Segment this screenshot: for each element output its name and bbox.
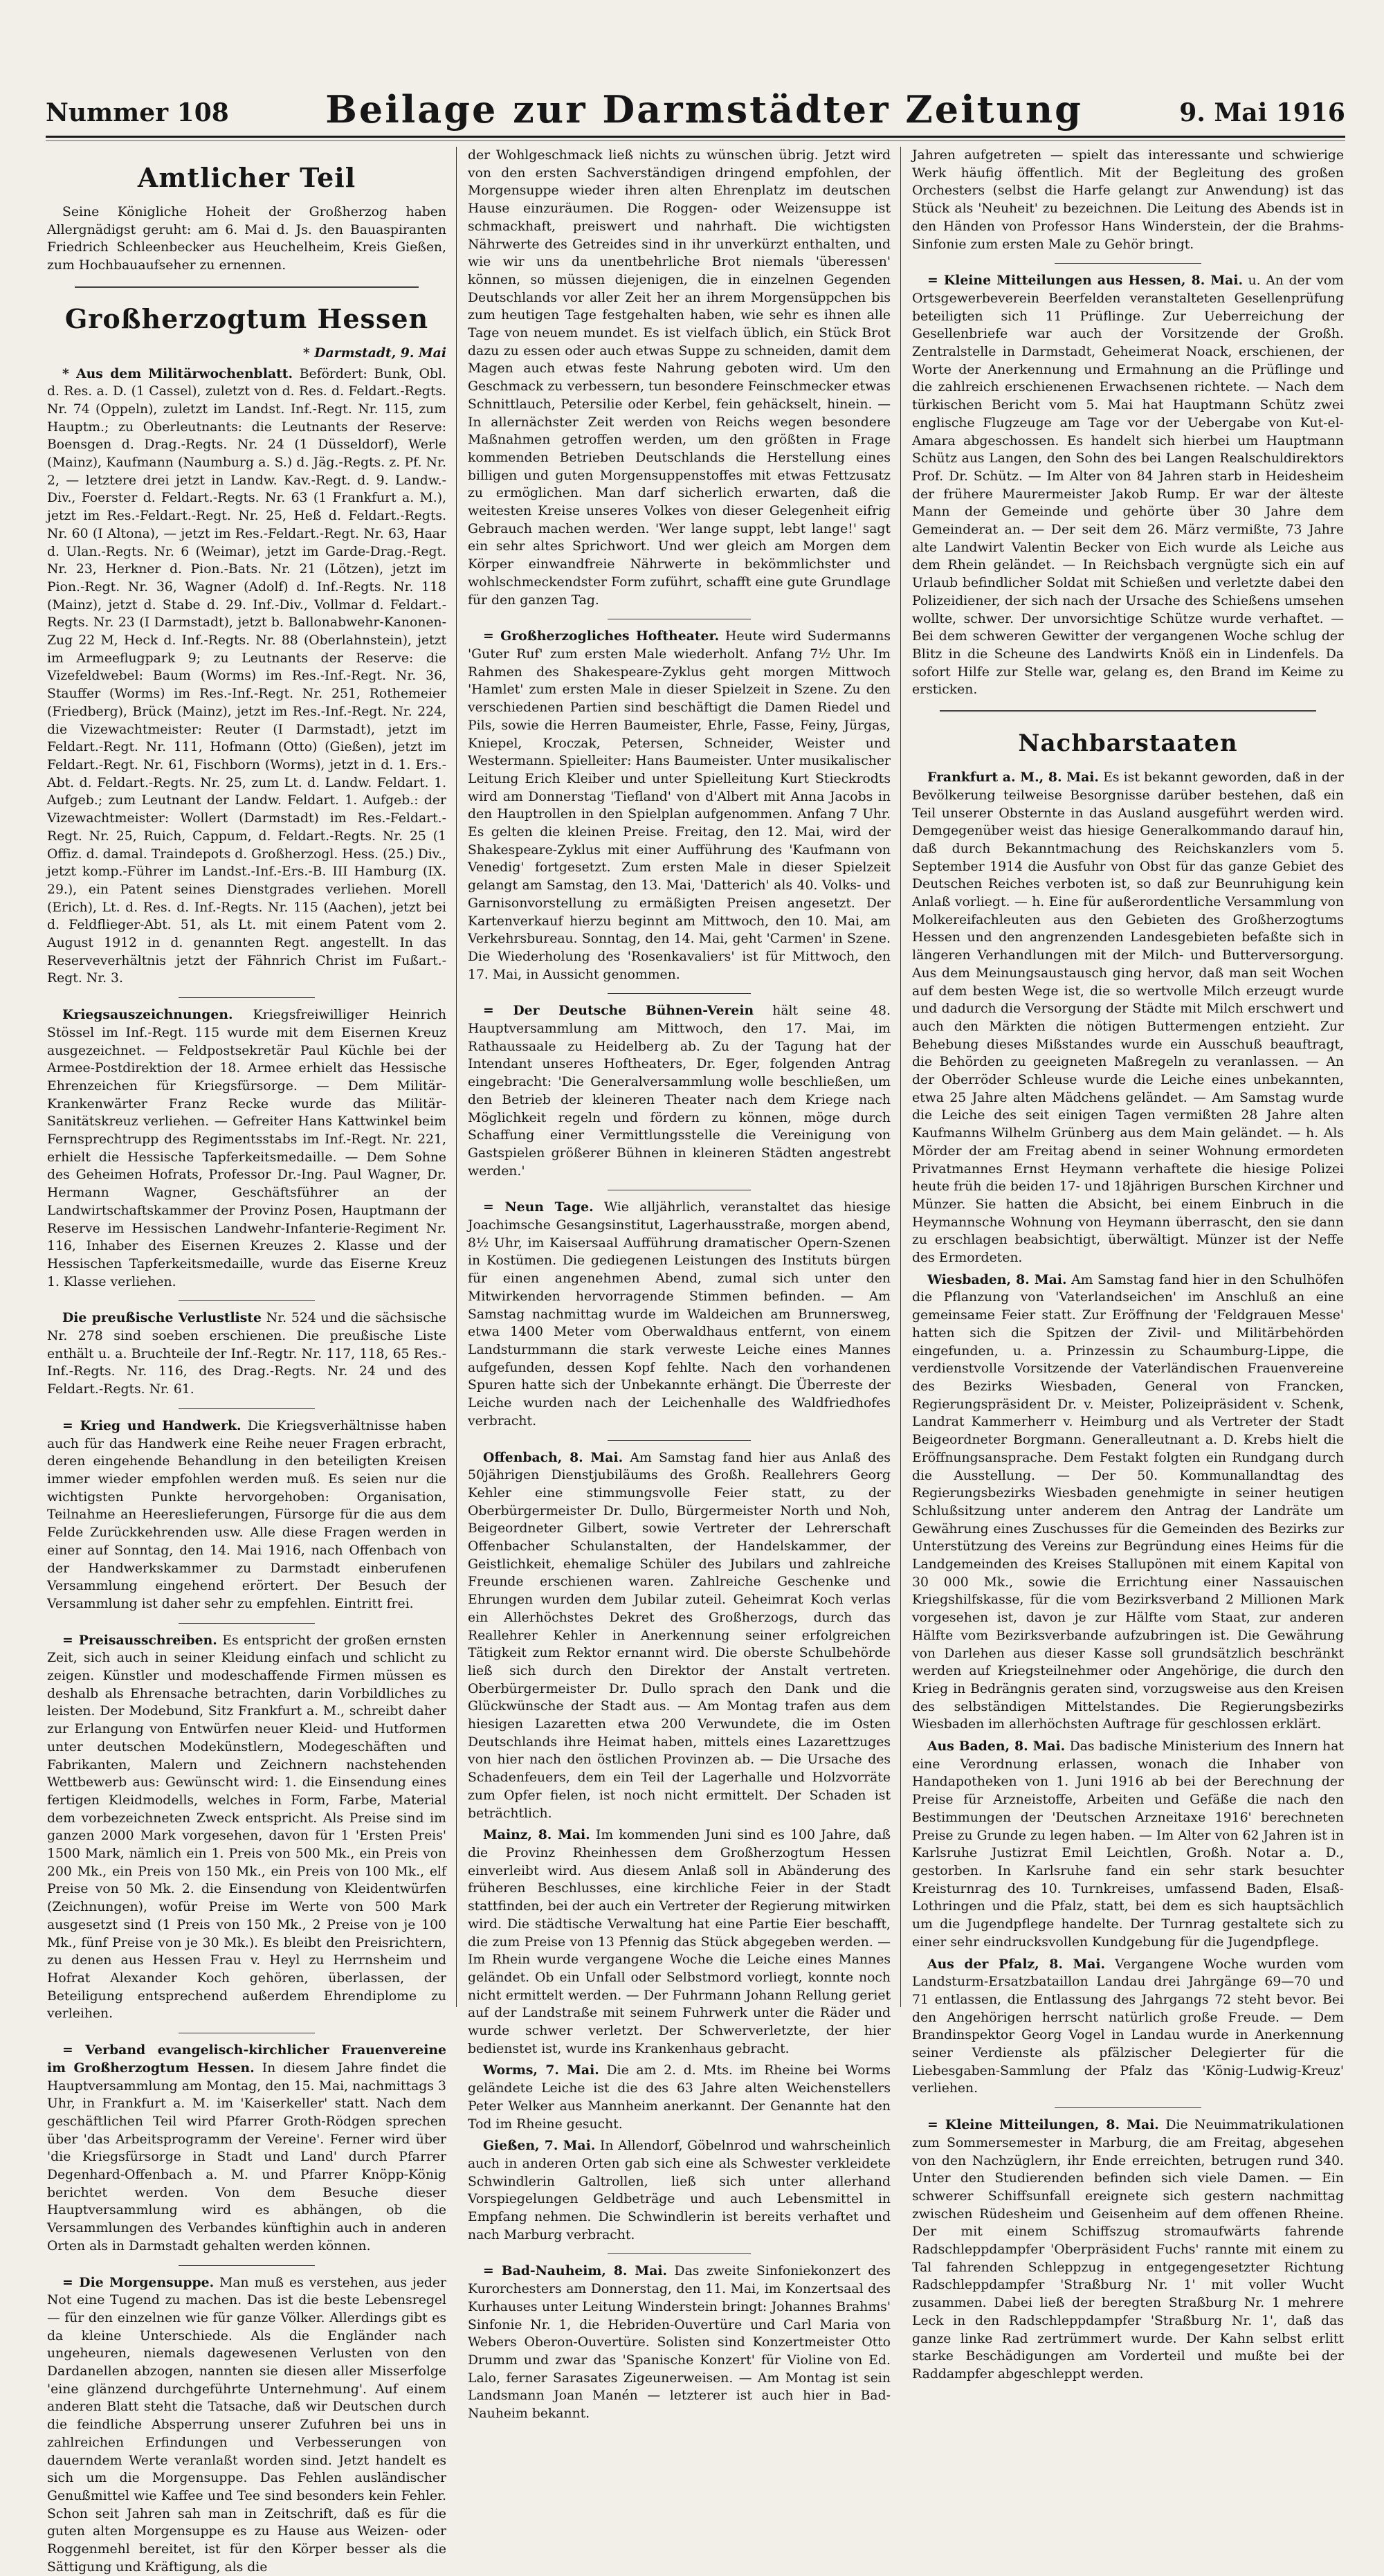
column-3 bbox=[901, 147, 1345, 2382]
article-lead: * Aus dem Militärwochenblatt. bbox=[62, 365, 293, 381]
article-lead: = Bad-Nauheim, 8. Mai. bbox=[483, 2263, 668, 2279]
section-title-hessen: Großherzogtum Hessen bbox=[64, 302, 429, 334]
article-body: In Allendorf, Göbelnrod und wahrscheinlich auch in anderen Orten gab sich eine als Schwester verkleidete Schwindlerin Galtrollen, ließ sich unter allerhand Vorspiegelungen Geldbeträge und auch Lebensmittel in Empfang nehmen. Die Schwindlerin ist bereits verhaftet und nach Marburg verbracht. bbox=[468, 2139, 891, 2242]
article-body: Kriegsfreiwilliger Heinrich Stössel im Inf.-Regt. 115 wurde mit dem Eisernen Kreuz ausgezeichnet. — Feldpostsekretär Paul Küchle bei der Armee-Postdirektion der 18. Armee erhielt das Hessische Ehrenzeichen für Kriegsfürsorge. — Dem Militär-Krankenwärter Franz Recke wurde das Militär-Sanitätskreuz verliehen. — Gefreiter Hans Kattwinkel beim Fernsprechtrupp des Regimentsstabs im Inf.-Regt. Nr. 221, erhielt die Hessische Tapferkeitsmedaille. — Dem Sohne des Geheimen Hofrats, Professor Dr.-Ing. Paul Wagner, Dr. Hermann Wagner, Geschäftsführer an der Landwirtschaftskammer der Provinz Posen, Hauptmann der Reserve im Hessischen Landwehr-Infanterie-Regiment Nr. 116, Inhaber des Eisernen Kreuzes 2. Klasse und der Hessischen Tapferkeitsmedaille, wurde das Eiserne Kreuz 1. Klasse verliehen. bbox=[47, 1008, 446, 1289]
article-baden bbox=[912, 1738, 1344, 1951]
issue-number: Nummer 108 bbox=[46, 98, 229, 127]
article-divider bbox=[608, 993, 752, 994]
article-amtlich: Seine Königliche Hoheit der Großherzog haben Allergnädigst geruht: am 6. Mai d. Js. den Bauaspiranten Friedrich Schleenbecker aus Heuchelheim, Kreis Gießen, zum Hochbauaufseher zu ernennen. bbox=[47, 205, 446, 273]
article-frankfurt bbox=[912, 769, 1344, 1267]
section-title-amtlich: Amtlicher Teil bbox=[137, 162, 356, 193]
article-buehnenverein bbox=[468, 1002, 891, 1180]
column-1 bbox=[46, 147, 457, 2575]
article-bad-nauheim-continued: Jahren aufgetreten — spielt das interessante und schwierige Werk häufig öffentlich. Mit der Begleitung des großen Orchesters (selbst die Harfe gelangt zur Anwendung) ist das Stück als 'Neuheit' zu bezeichnen. Die Leitung des Abends ist in den Händen von Professor Hans Winderstein, der die Brahms-Sinfonie zum ersten Male zu Gehör bringt. bbox=[912, 148, 1344, 252]
article-verlustliste bbox=[47, 1309, 446, 1399]
article-lead: = Preisausschreiben. bbox=[62, 1632, 217, 1648]
article-lead: = Die Morgensuppe. bbox=[62, 2274, 215, 2290]
article-lead: Mainz, 8. Mai. bbox=[483, 1827, 590, 1843]
article-body: Wie alljährlich, veranstaltet das hiesige Joachimsche Gesangsinstitut, Lagerhausstraße, morgen abend, 8½ Uhr, im Kaisersaal Aufführung dramatischer Opern-Szenen in Kostümen. Die gediegenen Leistungen des Instituts bürgen für einen angenehmen Abend, zumal sich unter den Mitwirkenden hervorragende Stimmen befinden. — Am Samstag nachmittag wurde im Waldeichen am Brunnersweg, etwa 1400 Meter vom Oberwaldhaus entfernt, von einem Landsturmmann die stark verweste Leiche eines Mannes aufgefunden, dessen Kopf fehlte. Nach den vorhandenen Spuren hatte sich der Unbekannte erhängt. Die Überreste der Leiche wurden nach der Leichenhalle des Waldfriedhofes verbracht. bbox=[468, 1200, 891, 1428]
article-lead: Die preußische Verlustliste bbox=[62, 1310, 262, 1326]
article-bad-nauheim bbox=[468, 2262, 891, 2422]
masthead bbox=[46, 78, 1345, 138]
newspaper-title: Beilage zur Darmstädter Zeitung bbox=[325, 87, 1083, 131]
article-morgensuppe-continued: der Wohlgeschmack ließ nichts zu wünschen übrig. Jetzt wird von den ersten Sachverständigen dringend empfohlen, der Morgensuppe wieder ihren alten Ehrenplatz im deutschen Hause einzuräumen. Die Roggen- oder Weizensuppe ist schmackhaft, preiswert und nahrhaft. Die wichtigsten Nährwerte des Getreides sind in ihr unverkürzt enthalten, und wie wir uns da unentbehrliche Brot niemals 'überessen' können, so müssen diejenigen, die in einzelnen Gegenden Deutschlands vor aller Zeit her an ihrem Morgensüppchen bis zum heutigen Tage festgehalten haben, wie sehr es ihnen alle Tage von neuem mundet. Es ist vielfach üblich, ein Stück Brot dazu zu essen oder auch etwas Suppe zu schneiden, damit dem Magen auch etwas feste Nahrung geboten wird. Um den Geschmack zu verbessern, tun besondere Feinschmecker etwas Schnittlauch, Petersilie oder Kerbel, fein gehäckselt, hinein. — In allernächster Zeit werden von Reichs wegen besondere Maßnahmen getroffen werden, um den größten in Frage kommenden Betrieben Deutschlands die Herstellung eines billigen und guten Morgensuppenstoffes mit etwas Fettzusatz zu ermöglichen. Man darf sicherlich erwarten, daß die weitesten Kreise unseres Volkes von dieser Gelegenheit eifrig Gebrauch machen werden. 'Wer lange suppt, lebt lange!' sagt ein sehr altes Sprichwort. Und wer gleich am Morgen dem Körper einwandfreie Nährwerte in bekömmlichster und wohlschmeckendster Form zuführt, schafft eine gute Grundlage für den ganzen Tag. bbox=[468, 148, 891, 608]
article-mainz bbox=[468, 1826, 891, 2058]
article-body: Nr. 524 und die sächsische Nr. 278 sind soeben erschienen. Die preußische Liste enthält u. a. Bruchteile der Inf.-Regtr. Nr. 117, 118, 65 Res.-Inf.-Regts. Nr. 116, des Drag.-Regts. Nr. 24 und des Feldart.-Regts. Nr. 61. bbox=[47, 1311, 446, 1397]
article-body: Im kommenden Juni sind es 100 Jahre, daß die Provinz Rheinhessen dem Großherzogtum Hessen einverleibt wird. Aus diesem Anlaß soll in Abänderung des früheren Beschlusses, eine kirchliche Feier in der Stadt stattfinden, bei der auch ein Vertreter der Regierung mitwirken wird. Die städtische Verwaltung hat eine Partie Eier beschafft, die zum Preise von 13 Pfennig das Stück abgegeben werden. — Im Rhein wurde vergangene Woche die Leiche eines Mannes geländet. Ob ein Unfall oder Selbstmord vorliegt, konnte noch nicht ermittelt werden. — Der Fuhrmann Johann Rellung geriet auf der Landstraße mit seinem Fuhrwerk unter die Räder und wurde schwer verletzt. Der Schwerverletzte, der hier bedienstet ist, wurde ins Krankenhaus gebracht. bbox=[468, 1828, 891, 2056]
article-divider bbox=[1055, 2107, 1201, 2108]
article-body: hält seine 48. Hauptversammlung am Mittwoch, den 17. Mai, im Rathaussaale zu Heidelberg ab. Zu der Tagung hat der Intendant unseres Hoftheaters, Dr. Eger, folgenden Antrag eingebracht: 'Die Generalversammlung wolle beschließen, um den Betrieb der kleineren Theater nach dem Kriege nach Möglichkeit regeln und fördern zu können, möge durch Schaffung einer Vermittlungsstelle die Vereinigung von Gastspielen größerer Bühnen in kleineren Städten angestrebt werden.' bbox=[468, 1004, 891, 1179]
article-body: Die am 2. d. Mts. im Rheine bei Worms geländete Leiche ist die des 63 Jahre alten Weichenstellers Peter Welker aus Mannheim anerkannt. Der Genannte hat den Tod im Rheine gesucht. bbox=[468, 2063, 891, 2132]
article-giessen bbox=[468, 2137, 891, 2244]
article-divider bbox=[179, 1623, 314, 1624]
article-lead: Offenbach, 8. Mai. bbox=[483, 1449, 623, 1465]
article-body: Es ist bekannt geworden, daß in der Bevölkerung teilweise Besorgnisse darüber bestehen, daß ein Teil unserer Obsternte in das Ausland ausgeführt werden wird. Demgegenüber weist das hiesige Generalkommando darauf hin, daß durch Bekanntmachung des Reichskanzlers vom 5. September 1914 die Ausfuhr von Obst für das ganze Gebiet des Deutschen Reiches verboten ist, so daß zur Beunruhigung kein Anlaß vorliegt. — h. Eine für außerordentliche Versammlung von Molkereifachleuten aus den Gebieten des Großherzogtums Hessen und den angrenzenden Landesgebieten befaßte sich in längeren Verhandlungen mit der Milch- und Butterversorgung. Aus dem Meinungsaustausch ging hervor, daß man seit Wochen auf dem besten Wege ist, die so wertvolle Milch erzeugt wurde und dadurch die Versorgung der Städte mit Milch erschwert und auch den Märkten die nötigen Buttermengen entzieht. Zur Behebung dieses Mißstandes wurde ein Ausschuß beauftragt, die Behörden zu geeigneten Maßregeln zu veranlassen. — An der Oberröder Schleuse wurde die Leiche eines unbekannten, etwa 25 Jahre alten Mädchens geländet. — Am Samstag wurde die Leiche des seit einigen Tagen vermißten 28 Jahre alten Kaufmanns Wilhelm Grünberg aus dem Main geländet. — h. Als Mörder der am Freitag abend in seiner Wohnung ermordeten Privatmannes Ernst Heymann verhaftete die hiesige Polizei heute früh die beiden 17- und 18jährigen Burschen Kirchner und Münzer. Sie hatten die Absicht, bei einem Einbruch in die Heymannsche Wohnung von Heymann überrascht, den sie dann zu erschlagen beabsichtigt, überwältigt. Münzer ist der Neffe des Ermordeten. bbox=[912, 770, 1344, 1266]
article-body: u. An der vom Ortsgewerbeverein Beerfelden veranstalteten Gesellenprüfung beteiligten sich 11 Prüflinge. Zur Ueberreichung der Gesellenbriefe war auch der Vorsitzende der Großh. Zentralstelle in Darmstadt, Geheimerat Noack, erschienen, der Worte der Anerkennung und Ermahnung an die Prüflinge und die zahlreich erschienenen Erwachsenen richtete. — Nach dem türkischen Bericht vom 5. Mai hat Hauptmann Schütz zwei englische Flugzeuge am Tage vor der Uebergabe von Kut-el-Amara abgeschossen. Es handelt sich hierbei um Hauptmann Schütz aus Langen, den Sohn des bei Langen Realschuldirektors Prof. Dr. Schütz. — Im Alter von 84 Jahren starb in Heidesheim der frühere Maurermeister Jakob Rump. Er war der älteste Mann der Gemeinde und gehörte über 30 Jahre dem Gemeinderat an. — Der seit dem 26. März vermißte, 73 Jahre alte Landwirt Valentin Becker von Eich wurde als Leiche aus dem Rhein geländet. — In Reichsbach vergnügte sich ein auf Urlaub befindlicher Soldat mit Schießen und verletzte dabei den Polizeidiener, der sich nach der Ursache des Schießens umsehen wollte, schwer. Der unvorsichtige Schütze wurde verhaftet. — Bei dem schweren Gewitter der vergangenen Woche schlug der Blitz in die Scheune des Landwirts Knöß ein in Lindenfels. Da sofort Hilfe zur Stelle war, gelang es, den Brand im Keime zu ersticken. bbox=[912, 273, 1344, 698]
article-militaer bbox=[47, 365, 446, 988]
article-hoftheater bbox=[468, 628, 891, 983]
article-lead: Worms, 7. Mai. bbox=[483, 2062, 599, 2078]
article-divider bbox=[608, 2253, 752, 2254]
dateline: * Darmstadt, 9. Mai bbox=[302, 345, 446, 361]
article-offenbach bbox=[468, 1449, 891, 1823]
article-divider bbox=[179, 1300, 314, 1301]
article-divider bbox=[179, 2265, 314, 2266]
article-frauenvereine bbox=[47, 2042, 446, 2255]
columns bbox=[46, 147, 1345, 2575]
article-kleine-mitteilungen-hessen bbox=[912, 272, 1344, 699]
article-kriegsauszeichnungen bbox=[47, 1006, 446, 1291]
article-worms bbox=[468, 2062, 891, 2133]
article-body: Heute wird Sudermanns 'Guter Ruf' zum ersten Male wiederholt. Anfang 7½ Uhr. Im Rahmen des Shakespeare-Zyklus geht morgen Mittwoch 'Hamlet' zum ersten Male in dieser Spielzeit in Szene. Zu den verschiedenen Partien sind beschäftigt die Damen Riedel und Pils, sowie die Herren Baumeister, Ehrle, Fasse, Feiny, Jürgas, Kniepel, Kroczak, Petersen, Schneider, Weister und Westermann. Spielleiter: Hans Baumeister. Unter musikalischer Leitung Erich Kleiber und unter Spielleitung Kurt Stieckrodts wird am Donnerstag 'Tiefland' von d'Albert mit Anna Jacobs in den Hauptrollen in den Spielplan aufgenommen. Anfang 7 Uhr. Es gelten die kleinen Preise. Freitag, den 12. Mai, wird der Shakespeare-Zyklus mit einer Aufführung des 'Kaufmann von Venedig' fortgesetzt. Zum ersten Male in dieser Spielzeit gelangt am Samstag, den 13. Mai, 'Datterich' als 40. Volks- und Garnisonvorstellung zu ermäßigten Preisen angesetzt. Der Kartenverkauf hierzu beginnt am Mittwoch, den 10. Mai, am Verkehrsbureau. Sonntag, den 14. Mai, geht 'Carmen' in Szene. Die Wiederholung des 'Rosenkavaliers' ist für Mittwoch, den 17. Mai, in Aussicht genommen. bbox=[468, 629, 891, 982]
article-kleine-mitteilungen bbox=[912, 2116, 1344, 2384]
article-neun-tage bbox=[468, 1199, 891, 1430]
article-divider bbox=[179, 997, 314, 998]
issue-date: 9. Mai 1916 bbox=[1179, 98, 1345, 127]
article-lead: = Der Deutsche Bühnen-Verein bbox=[483, 1003, 754, 1019]
article-lead: Gießen, 7. Mai. bbox=[483, 2138, 596, 2154]
article-lead: Frankfurt a. M., 8. Mai. bbox=[927, 770, 1099, 786]
article-body: Man muß es verstehen, aus jeder Not eine Tugend zu machen. Das ist die beste Lebensregel — für den einzelnen wie für ganze Völker. Allerdings gibt es da kleine Unterschiede. Als die Engländer nach ungeheuren, niemals dagewesenen Verlusten von den Dardanellen abzogen, nannten sie diesen aller Misserfolge 'eine glänzend durchgeführte Unternehmung'. Auf einem anderen Blatt steht die Tatsache, daß wir Deutschen durch die feindliche Absperrung unserer Zufuhren bei uns in zahlreichen Erfindungen und Verbesserungen von dauerndem Werte veranlaßt worden sind. Jetzt handelt es sich um die Morgensuppe. Das Fehlen ausländischer Genußmittel wie Kaffee und Tee sind besonders kein Fehler. Schon seit Jahren sah man in Zeitschrift, daß es für die guten alten Morgensuppe es zu Hause aus Weizen- oder Roggenmehl bereitet, ist für den Körper besser als die Sättigung und Kräftigung, als die bbox=[47, 2275, 446, 2575]
section-divider bbox=[75, 286, 419, 288]
article-wiesbaden bbox=[912, 1271, 1344, 1734]
article-body: Am Samstag fand hier in den Schulhöfen die Pflanzung von 'Vaterlandseichen' im Anschluß an eine gemeinsame Feier statt. Zur Eröffnung der 'Feldgrauen Messe' hatten sich die Spitzen der Zivil- und Militärbehörden eingefunden, u. a. Prinzessin zu Schaumburg-Lippe, die verdienstvolle Vorsitzende der Vaterländischen Frauenvereine des Bezirks Wiesbaden, General von Francken, Regierungspräsident Dr. v. Meister, Polizeipräsident v. Schenk, Landrat Kammerherr v. Heimburg und als Vertreter der Stadt Beigeordneter Borgmann. Generalleutnant a. D. Krebs hielt die Eröffnungsansprache. Dem Festakt folgten ein Rundgang durch die Ausstellung. — Der 50. Kommunallandtag des Regierungsbezirks Wiesbaden genehmigte in seiner heutigen Schlußsitzung unter anderem den Antrag der Landräte um Gewährung eines Zuschusses für die Gemeinden des Bezirks zur Unterstützung des Vereins zur Begründung eines Heims für die Landgemeinden des Kreises Stallupönen mit einem Kapital von 30 000 Mk., sowie die Errichtung einer Nassauischen Kriegshilfskasse, für die vom Bezirksverband 2 Millionen Mark vorgesehen ist, davon je zur Hälfte vom Staat, zur anderen Hälfte vom Bezirksverbande aufzubringen ist. Die Gewährung von Darlehen aus dieser Kasse soll grundsätzlich beschränkt werden auf Kriegsteilnehmer oder Angehörige, die durch den Krieg in Bedrängnis geraten sind, vorzugsweise aus den Kreisen des selbständigen Mittelstandes. Die Regierungsbezirks Wiesbaden im allerhöchsten Auftrage für geschlossen erklärt. bbox=[912, 1272, 1345, 1732]
article-lead: Kriegsauszeichnungen. bbox=[62, 1007, 233, 1023]
article-lead: Aus Baden, 8. Mai. bbox=[927, 1739, 1066, 1754]
article-body: Die Kriegsverhältnisse haben auch für das Handwerk eine Reihe neuer Fragen erbracht, deren eingehende Behandlung in den beteiligten Kreisen immer wieder empfohlen werden muß. Es seien nur die wichtigsten Punkte hervorgehoben: Organisation, Teilnahme an Heereslieferungen, Fürsorge für die aus dem Felde Zurückkehrenden usw. Alle diese Fragen werden in einer auf Sonntag, den 14. Mai 1916, nach Offenbach von der Handwerkskammer zu Darmstadt einberufenen Versammlung eingehend erörtert. Der Besuch der Versammlung ist daher sehr zu empfehlen. Eintritt frei. bbox=[47, 1418, 446, 1611]
article-morgensuppe bbox=[47, 2274, 446, 2576]
article-lead: = Kleine Mitteilungen, 8. Mai. bbox=[927, 2117, 1159, 2133]
article-body: Vergangene Woche wurden vom Landsturm-Ersatzbataillon Landau drei Jahrgänge 69—70 und 71 entlassen, die Entlassung des Jahrgangs 72 steht bevor. Bei den Angehörigen herrscht natürlich große Freude. — Dem Brandinspektor Georg Vogel in Landau wurde in Anerkennung seiner Verdienste als pfälzischer Delegierter für die Liebesgaben-Sammlung der Pfalz das 'König-Ludwig-Kreuz' verliehen. bbox=[912, 1957, 1344, 2096]
article-body: Es entspricht der großen ernsten Zeit, sich auch in seiner Kleidung einfach und schlicht zu zeigen. Künstler und modeschaffende Firmen müssen es deshalb als Ehrensache betrachten, darin Vorbildliches zu leisten. Der Modebund, Sitz Frankfurt a. M., schreibt daher zur Erlangung von Entwürfen neuer Kleid- und Hutformen unter deutschen Modekünstlern, Modegeschäften und Fabrikanten, Malern und Zeichnern nachstehenden Wettbewerb aus: Gewünscht wird: 1. die Einsendung eines fertigen Kleidmodells, welches in Form, Farbe, Material dem vorbezeichneten Zweck entspricht. Als Preise sind im ganzen 2000 Mark vorgesehen, davon für 1 'Ersten Preis' 1500 Mark, nämlich ein 1. Preis von 500 Mk., ein Preis von 200 Mk., ein Preis von 150 Mk., ein Preis von 100 Mk., elf Preise von 50 Mk. 2. die Einsendung von Kleidentwürfen (Zeichnungen), wofür Preise im Werte von 500 Mark ausgesetzt sind (1 Preis von 150 Mk., 2 Preise von je 100 Mk., fünf Preise von je 30 Mk.). Es bleibt den Preisrichtern, zu denen aus Hessen Frau v. Heyl zu Herrnsheim und Hofrat Alexander Koch gehören, überlassen, der Beteiligung entsprechend außerdem Ehrendiplome zu verleihen. bbox=[47, 1633, 446, 2022]
article-lead: = Neun Tage. bbox=[483, 1199, 594, 1215]
column-2 bbox=[457, 147, 901, 2422]
masthead-rule bbox=[46, 140, 1345, 141]
article-lead: Aus der Pfalz, 8. Mai. bbox=[927, 1956, 1106, 1972]
section-title-nachbarstaaten: Nachbarstaaten bbox=[1018, 729, 1238, 758]
article-divider bbox=[608, 1440, 752, 1441]
article-lead: = Krieg und Handwerk. bbox=[62, 1417, 242, 1433]
article-body: Die Neuimmatrikulationen zum Sommersemester in Marburg, die am Freitag, abgesehen von den Nachzüglern, ihr Ende erreichten, betrugen rund 340. Unter den Studierenden befinden sich viele Damen. — Ein schwerer Schiffsunfall ereignete sich gestern nachmittag zwischen Rüdesheim und Geisenheim auf dem offenen Rheine. Der mit einem Schiffszug stromaufwärts fahrende Radschleppdampfer 'Oberpräsident Fuchs' rannte mit einem zu Tal fahrenden Schleppzug in entgegengesetzter Richtung Radschleppdampfer 'Straßburg Nr. 1' mit voller Wucht zusammen. Dabei ließ der beregten Straßburg Nr. 1 mehrere Leck in den Radschleppdampfer 'Straßburg Nr. 1', daß das ganze linke Rad zertrümmert wurde. Der Kahn selbst erlitt starke Beschädigungen am Vorderteil und mußte bei der Raddampfer abgeschleppt werden. bbox=[912, 2118, 1344, 2382]
article-body: Befördert: Bunk, Obl. d. Res. a. D. (1 Cassel), zuletzt von d. Res. d. Feldart.-Regts. Nr. 74 (Oppeln), zuletzt im Landst. Inf.-Regt. Nr. 115, zum Hauptm.; zu Oberleutnants: die Leutnants der Reserve: Boensgen d. Drag.-Regts. Nr. 24 (1 Düsseldorf), Werle (Mainz), Kaufmann (Naumburg a. S.) d. Jäg.-Regts. z. Pf. Nr. 2, — letztere drei jetzt in Landw. Kav.-Regt. d. 9. Landw.-Div., Foerster d. Feldart.-Regts. Nr. 63 (1 Frankfurt a. M.), jetzt im Res.-Feldart.-Regt. Nr. 25, Heß d. Feldart.-Regts. Nr. 60 (I Altona), — jetzt im Res.-Feldart.-Regt. Nr. 63, Haar d. Ulan.-Regts. Nr. 6 (Weimar), jetzt im Garde-Drag.-Regt. Nr. 23, Herkner d. Pion.-Bats. Nr. 21 (Lötzen), jetzt im Pion.-Regt. Nr. 36, Wagner (Adolf) d. Inf.-Regts. Nr. 118 (Mainz), jetzt d. Stabe d. 29. Inf.-Div., Vollmar d. Feldart.-Regts. Nr. 23 (I Darmstadt), jetzt b. Ballonabwehr-Kanonen-Zug 22 M, Heck d. Inf.-Regts. Nr. 88 (Oberlahnstein), jetzt im Armeeflugpark 9; zu Leutnants der Reserve: die Vizefeldwebel: Baum (Worms) im Res.-Inf.-Regt. Nr. 36, Stauffer (Worms) im Res.-Inf.-Regt. Nr. 251, Rothemeier (Friedberg), Brück (Mainz), jetzt im Res.-Inf.-Regt. Nr. 224, die Vizewachtmeister: Reuter (I Darmstadt), jetzt im Feldart.-Regt. Nr. 111, Hofmann (Otto) (Gießen), jetzt im Feldart.-Regt. Nr. 61, Fischborn (Worms), jetzt in d. 1. Ers.-Abt. d. Feldart.-Regts. Nr. 25, zum Lt. d. Landw. Feldart. 1. Aufgeb.; zum Leutnant der Landw. Feldart. 1. Aufgeb.: der Vizewachtmeister: Wollert (Darmstadt) im Res.-Feldart.-Regt. Nr. 25, Ruich, Cappum, d. Feldart.-Regts. Nr. 25 (1 Offiz. d. damal. Traindepots d. Großherzogl. Hess. (25.) Div., jetzt komp.-Führer im Landst.-Inf.-Ers.-B. III Hamburg (IX. 29.), ein Patent seines Dienstgrades verliehen. Morell (Erich), Lt. d. Res. d. Inf.-Regts. Nr. 115 (Aachen), jetzt bei d. Feldflieger-Abt. 51, als Lt. mit einem Patent vom 2. August 1912 in d. genannten Regt. angestellt. In das Reserveverhältnis jetzt der Fähnrich Christ im Fußart.-Regt. Nr. 3. bbox=[47, 366, 446, 986]
article-lead: = Kleine Mitteilungen aus Hessen, 8. Mai. bbox=[927, 273, 1244, 289]
article-lead: = Großherzogliches Hoftheater. bbox=[483, 628, 720, 644]
article-body: Das badische Ministerium des Innern hat eine Verordnung erlassen, wonach die Inhaber von Handapotheken von 1. Juni 1916 ab bei der Berechnung der Preise für Arzneistoffe, Arbeiten und Gefäße die nach den Bestimmungen der 'Deutschen Arzneitaxe 1916' berechneten Preise zu Grunde zu legen haben. — Im Alter von 62 Jahren ist in Karlsruhe Justizrat Emil Leichtlen, Großh. Notar a. D., gestorben. In Karlsruhe fand ein sehr stark besuchter Kreisturnrag des 10. Turnkreises, umfassend Baden, Elsaß-Lothringen und die Pfalz, statt, bei dem es sich hauptsächlich um die Jugendpflege handelte. Der Turnrag gestaltete sich zu einer sehr eindrucksvollen Kundgebung für die Jugendpflege. bbox=[912, 1739, 1344, 1950]
article-body: Am Samstag fand hier aus Anlaß des 50jährigen Dienstjubiläums des Großh. Reallehrers Georg Kehler eine stimmungsvolle Feier statt, zu der Oberbürgermeister Dr. Dullo, Bürgermeister North und Noh, Beigeordneter Gilbert, sowie Vertreter der Lehrerschaft Offenbacher Schulanstalten, der Handelskammer, der Geistlichkeit, ehemalige Schüler des Jubilars und zahlreiche Freunde erschienen waren. Zahlreiche Geschenke und Ehrungen wurden dem Jubilar zuteil. Geheimrat Koch verlas ein Allerhöchstes Dekret des Großherzogs, durch das Reallehrer Kehler in Anerkennung seiner erfolgreichen Tätigkeit zum Rektor ernannt wird. Die oberste Schulbehörde ließ sich durch den Direktor der Anstalt vertreten. Oberbürgermeister Dr. Dullo sprach den Dank und die Glückwünsche der Stadt aus. — Am Montag trafen aus dem hiesigen Lazaretten etwa 200 Verwundete, die im Osten Deutschlands ihre Heimat haben, mittels eines Lazarettzuges von hier nach den östlichen Provinzen ab. — Die Ursache des Schadenfeuers, dem ein Teil der Lagerhalle und Holzvorräte zum Opfer fielen, ist noch nicht ermittelt. Der Schaden ist beträchtlich. bbox=[468, 1450, 891, 1821]
article-divider bbox=[179, 1408, 314, 1409]
article-body: In diesem Jahre findet die Hauptversammlung am Montag, den 15. Mai, nachmittags 3 Uhr, in Frankfurt a. M. im 'Kaiserkeller' statt. Nach dem geschäftlichen Teil wird Pfarrer Groth-Rödgen sprechen über 'das Arbeitsprogramm der Vereine'. Ferner wird über 'die Kriegsfürsorge in Stadt und Land' durch Pfarrer Degenhard-Offenbach a. M. und Pfarrer Knöpp-König berichtet werden. Von dem Besuche dieser Hauptversammlung wird es abhängen, ob die Versammlungen des Verbandes künftighin auch in anderen Orten als in Darmstadt gehalten werden können. bbox=[47, 2060, 446, 2253]
article-body: Das zweite Sinfoniekonzert des Kurorchesters am Donnerstag, den 11. Mai, im Konzertsaal des Kurhauses unter Leitung Winderstein bringt: Johannes Brahms' Sinfonie Nr. 1, die Hebriden-Ouvertüre und Carl Maria von Webers Oberon-Ouvertüre. Solisten sind Konzertmeister Otto Drumm und zwar das 'Spanische Konzert' für Violine von Ed. Lalo, ferner Sarasates Zigeunerweisen. — Am Montag ist sein Landsmann Joan Manén — letzterer ist auch hier in Bad-Nauheim bekannt. bbox=[468, 2264, 891, 2422]
article-handwerk bbox=[47, 1417, 446, 1613]
section-divider bbox=[940, 710, 1316, 712]
article-preisausschreiben bbox=[47, 1632, 446, 2023]
article-lead: Wiesbaden, 8. Mai. bbox=[927, 1271, 1067, 1287]
article-lead: = Verband evangelisch-kirchlicher Frauenvereine im Großherzogtum Hessen. bbox=[47, 2042, 446, 2076]
article-divider bbox=[1055, 263, 1201, 264]
article-pfalz bbox=[912, 1956, 1344, 2098]
